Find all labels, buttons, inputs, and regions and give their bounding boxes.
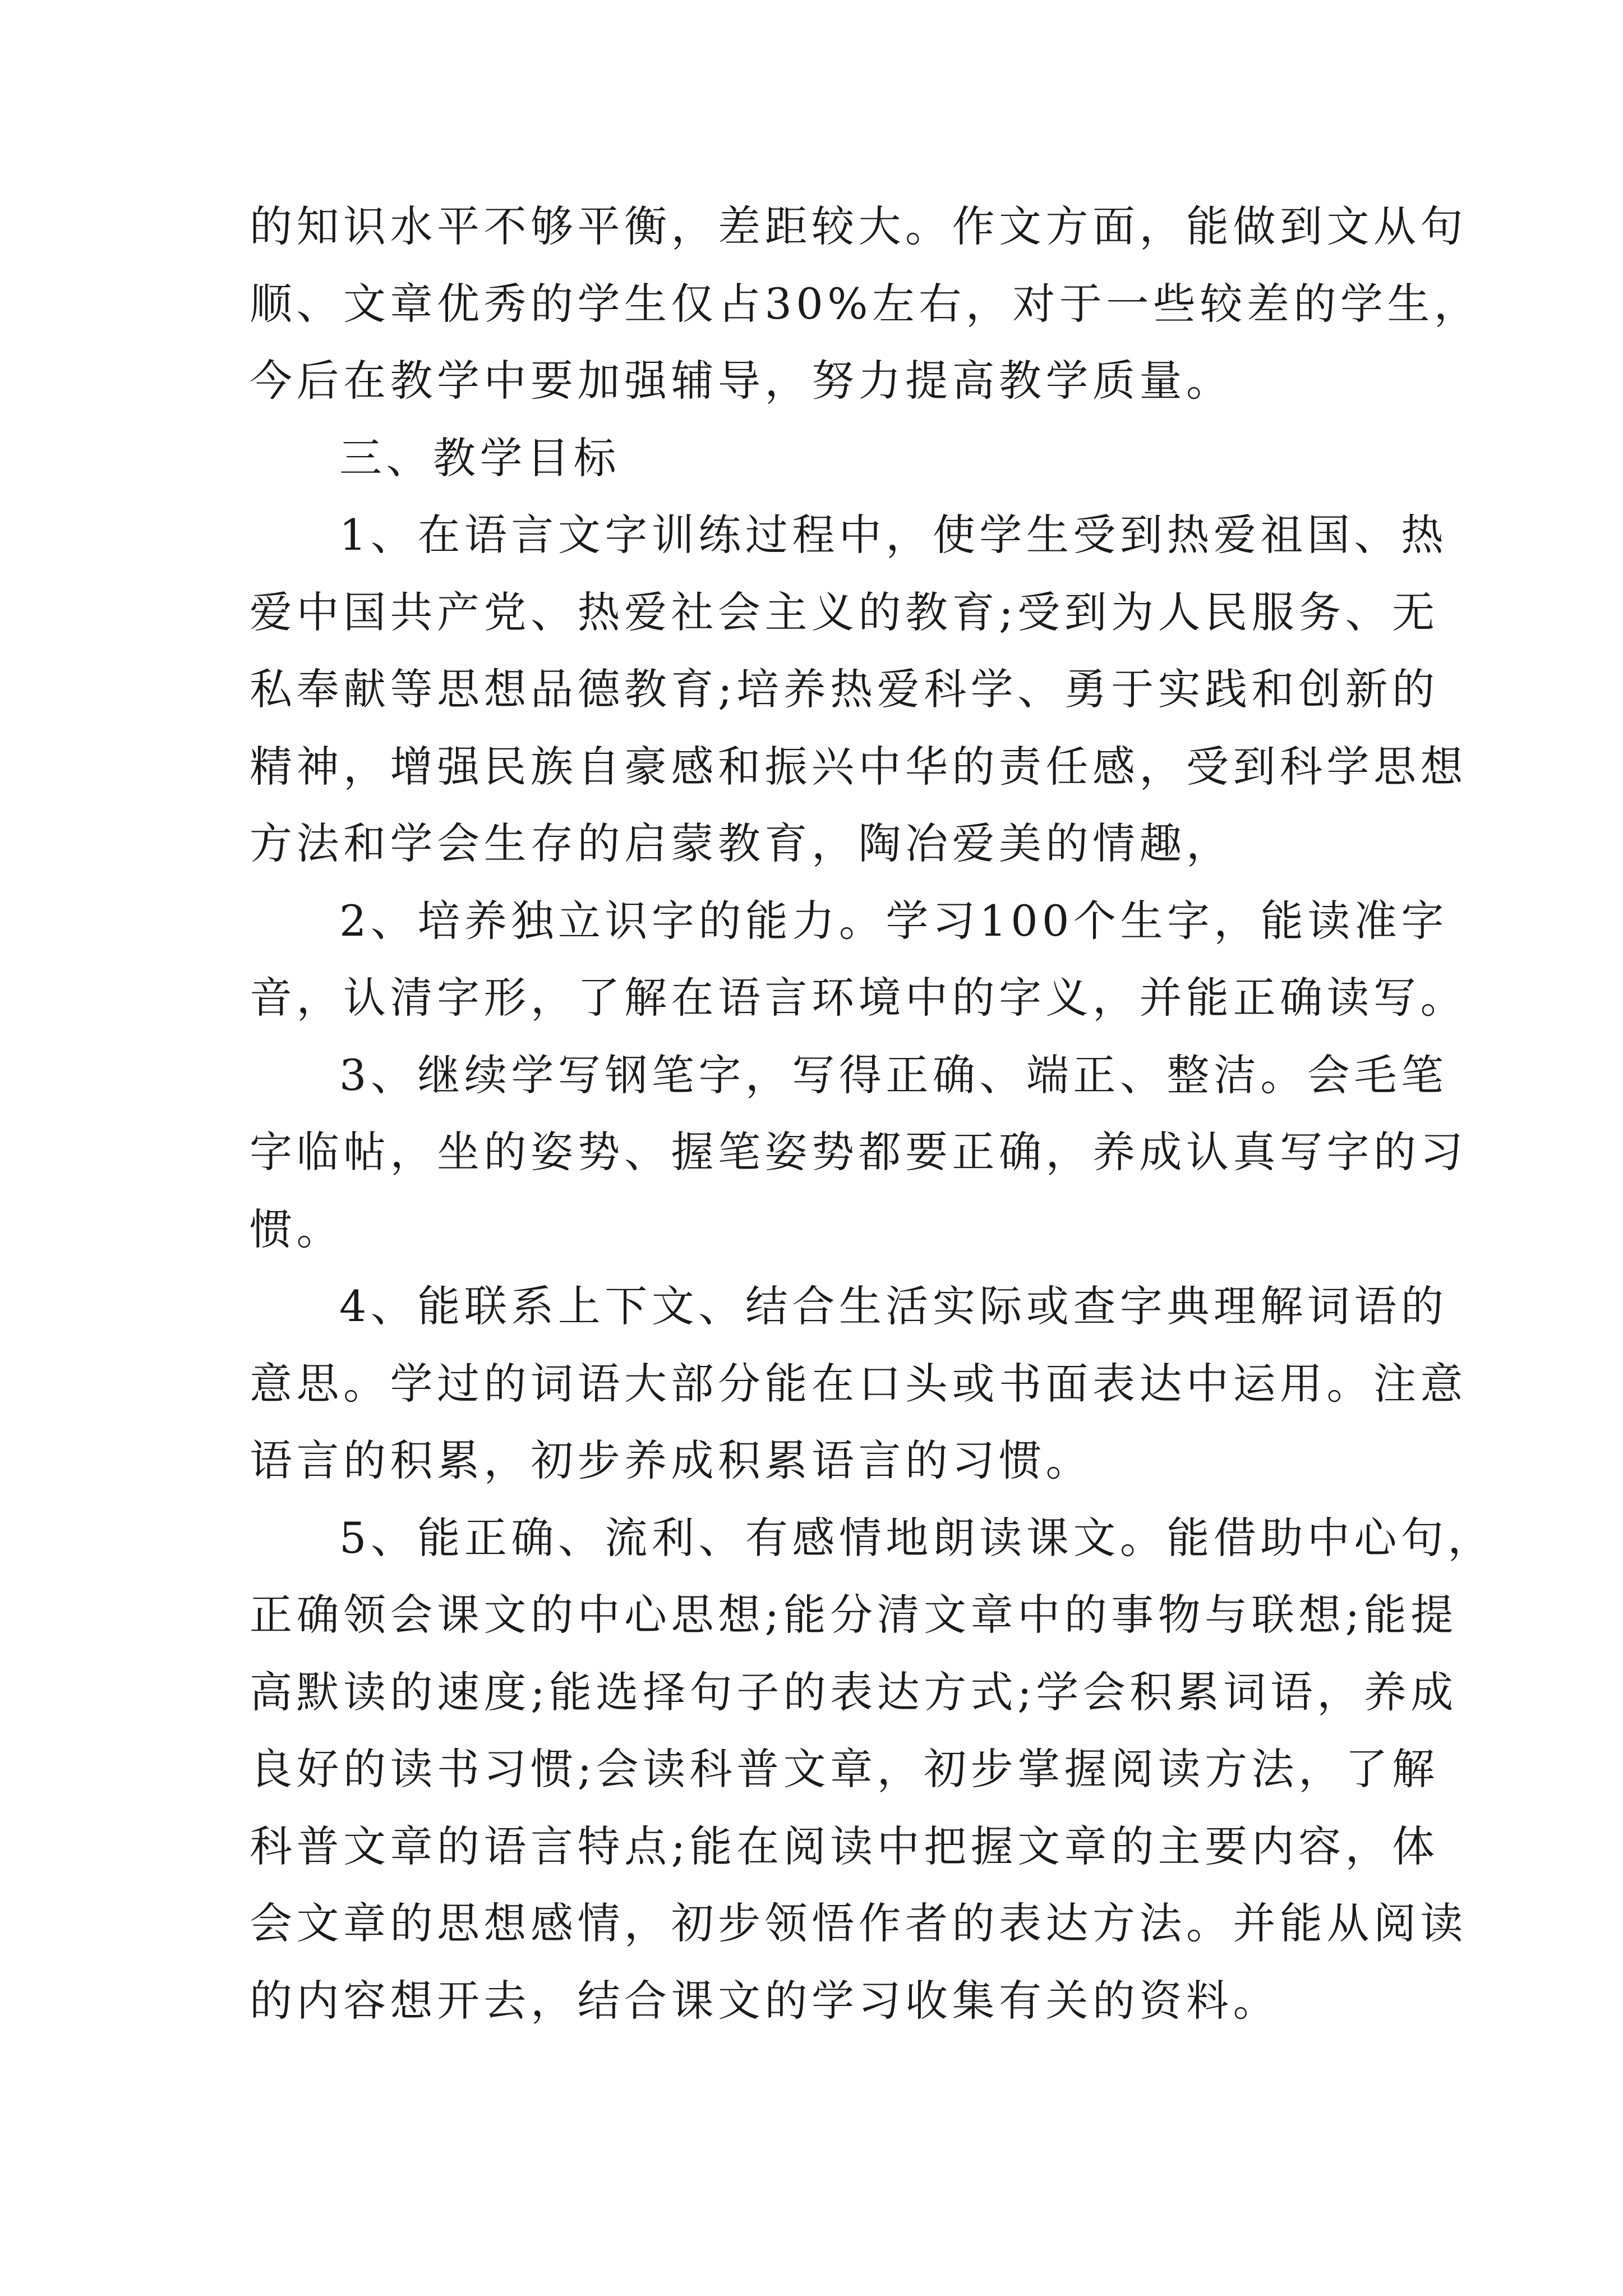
text-line: 科普文章的语言特点;能在阅读中把握文章的主要内容，体 xyxy=(250,1821,1439,1871)
section-heading: 三、教学目标 xyxy=(339,432,620,483)
document-body xyxy=(250,188,1495,2039)
text-line: 今后在教学中要加强辅导，努力提高教学质量。 xyxy=(250,356,1233,406)
text-line: 4、能联系上下文、结合生活实际或查字典理解词语的 xyxy=(339,1281,1448,1331)
text-line: 高默读的速度;能选择句子的表达方式;学会积累词语，养成 xyxy=(250,1667,1458,1717)
text-line: 音，认清字形，了解在语言环境中的字义，并能正确读写。 xyxy=(250,973,1467,1023)
text-line: 5、能正确、流利、有感情地朗读课文。能借助中心句， xyxy=(339,1512,1495,1563)
text-line: 2、培养独立识字的能力。学习100个生字，能读准字 xyxy=(339,895,1448,946)
text-line: 的内容想开去，结合课文的学习收集有关的资料。 xyxy=(250,1975,1280,2026)
text-line: 方法和学会生存的启蒙教育，陶冶爱美的情趣， xyxy=(250,818,1233,868)
text-line: 语言的积累，初步养成积累语言的习惯。 xyxy=(250,1435,1092,1485)
text-line: 顺、文章优秀的学生仅占30%左右，对于一些较差的学生， xyxy=(250,278,1481,329)
text-line: 私奉献等思想品德教育;培养热爱科学、勇于实践和创新的 xyxy=(250,664,1439,714)
text-line: 正确领会课文的中心思想;能分清文章中的事物与联想;能提 xyxy=(250,1590,1458,1640)
text-line: 1、在语言文字训练过程中，使学生受到热爱祖国、热 xyxy=(339,510,1448,560)
text-line: 字临帖，坐的姿势、握笔姿势都要正确，养成认真写字的习 xyxy=(250,1127,1467,1177)
text-line: 精神，增强民族自豪感和振兴中华的责任感，受到科学思想 xyxy=(250,741,1467,792)
text-line: 惯。 xyxy=(250,1204,343,1254)
text-line: 爱中国共产党、热爱社会主义的教育;受到为人民服务、无 xyxy=(250,587,1439,637)
text-line: 意思。学过的词语大部分能在口头或书面表达中运用。注意 xyxy=(250,1358,1467,1409)
text-line: 3、继续学写钢笔字，写得正确、端正、整洁。会毛笔 xyxy=(339,1050,1448,1100)
text-line: 的知识水平不够平衡，差距较大。作文方面，能做到文从句 xyxy=(250,201,1467,251)
text-line: 会文章的思想感情，初步领悟作者的表达方法。并能从阅读 xyxy=(250,1898,1467,1948)
text-line: 良好的读书习惯;会读科普文章，初步掌握阅读方法，了解 xyxy=(250,1744,1439,1794)
